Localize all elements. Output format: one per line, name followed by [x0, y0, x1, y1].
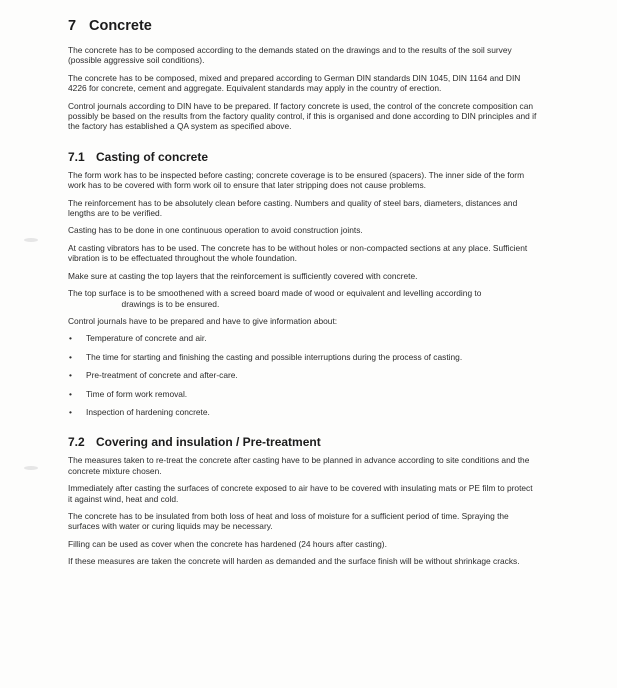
- list-item-text: Temperature of concrete and air.: [86, 333, 207, 344]
- paragraph: If these measures are taken the concrete will harden as demanded and the surface finish will be without shrinkage cracks.: [68, 556, 520, 567]
- list-item: [68, 370, 538, 380]
- bullet-icon: •: [69, 406, 72, 417]
- paragraph: The concrete has to be insulated from both loss of heat and loss of moisture for a sufficient period of time. Spraying the surfaces with water or curing liquids may be necessary.: [68, 510, 509, 532]
- section-title: Casting of concrete: [96, 149, 209, 164]
- list-item-text: Pre-treatment of concrete and after-care.: [86, 370, 238, 381]
- paragraph: Control journals have to be prepared and have to give information about:: [68, 315, 338, 326]
- paragraph: The measures taken to re-treat the concrete after casting have to be planned in advance according to site conditions and the concrete mixture chosen.: [68, 455, 530, 476]
- chapter-title: Concrete: [89, 18, 152, 34]
- document-content: [68, 18, 538, 574]
- paragraph: At casting vibrators has to be used. The concrete has to be without holes or non-compacted sections at any place. Sufficient vibration is to be effectuated throughout the whole foundation.: [68, 242, 528, 264]
- paragraph: Control journals according to DIN have to be prepared. If factory concrete is used, the control of the concrete composition can possibly be based on the results from the factory quality control, if this is organised and done according to DIN principles and if the factory has established a QA system as specified above.: [68, 100, 537, 132]
- section-heading: [68, 435, 538, 449]
- bullet-icon: •: [69, 370, 72, 381]
- bullet-icon: •: [69, 388, 72, 399]
- list-item-text: Inspection of hardening concrete.: [86, 406, 210, 417]
- punch-hole-mark: [24, 466, 38, 470]
- punch-hole-mark: [24, 238, 38, 242]
- chapter-heading: [68, 18, 538, 34]
- list-item-text: The time for starting and finishing the casting and possible interruptions during the process of casting.: [86, 351, 463, 362]
- paragraph: The reinforcement has to be absolutely clean before casting. Numbers and quality of steel bars, diameters, distances and lengths are to be verified.: [68, 197, 518, 219]
- screed-text-part: The top surface is to be smoothened with a screed board made of wood or equivalent and levelling according to: [68, 288, 482, 299]
- section-title: Covering and insulation / Pre-treatment: [96, 435, 321, 450]
- section-heading: [68, 150, 538, 164]
- list-item: [68, 333, 538, 343]
- paragraph: The form work has to be inspected before casting; concrete coverage is to be ensured (spacers). The inner side of the form work has to be covered with form work oil to ensure that later stripping does not cause problems.: [68, 169, 525, 191]
- bullet-icon: •: [69, 351, 72, 362]
- list-item: [68, 389, 538, 399]
- list-item-text: Time of form work removal.: [86, 388, 188, 399]
- screed-text-part: drawings is to be ensured.: [121, 298, 220, 309]
- journal-items-list: [68, 333, 538, 417]
- paragraph: Make sure at casting the top layers that the reinforcement is sufficiently covered with concrete.: [68, 270, 418, 281]
- chapter-number: 7: [68, 18, 77, 34]
- paragraph: The concrete has to be composed according to the demands stated on the drawings and to the results of the soil survey (possible aggressive soil conditions).: [68, 45, 512, 66]
- bullet-icon: •: [69, 333, 72, 344]
- list-item: [68, 407, 538, 417]
- list-item: [68, 352, 538, 362]
- paragraph: The concrete has to be composed, mixed and prepared according to German DIN standards DIN 1045, DIN 1164 and DIN 4226 for concrete, cement and aggregate. Equivalent standards may apply in the country of erection.: [68, 72, 521, 94]
- paragraph: Immediately after casting the surfaces of concrete exposed to air have to be covered with insulating mats or PE film to protect it against wind, heat and cold.: [68, 483, 533, 504]
- section-number: 7.2: [68, 435, 85, 450]
- paragraph: Filling can be used as cover when the concrete has hardened (24 hours after casting).: [68, 538, 387, 549]
- paragraph: [68, 288, 538, 309]
- section-number: 7.1: [68, 149, 85, 164]
- paragraph: Casting has to be done in one continuous operation to avoid construction joints.: [68, 225, 363, 236]
